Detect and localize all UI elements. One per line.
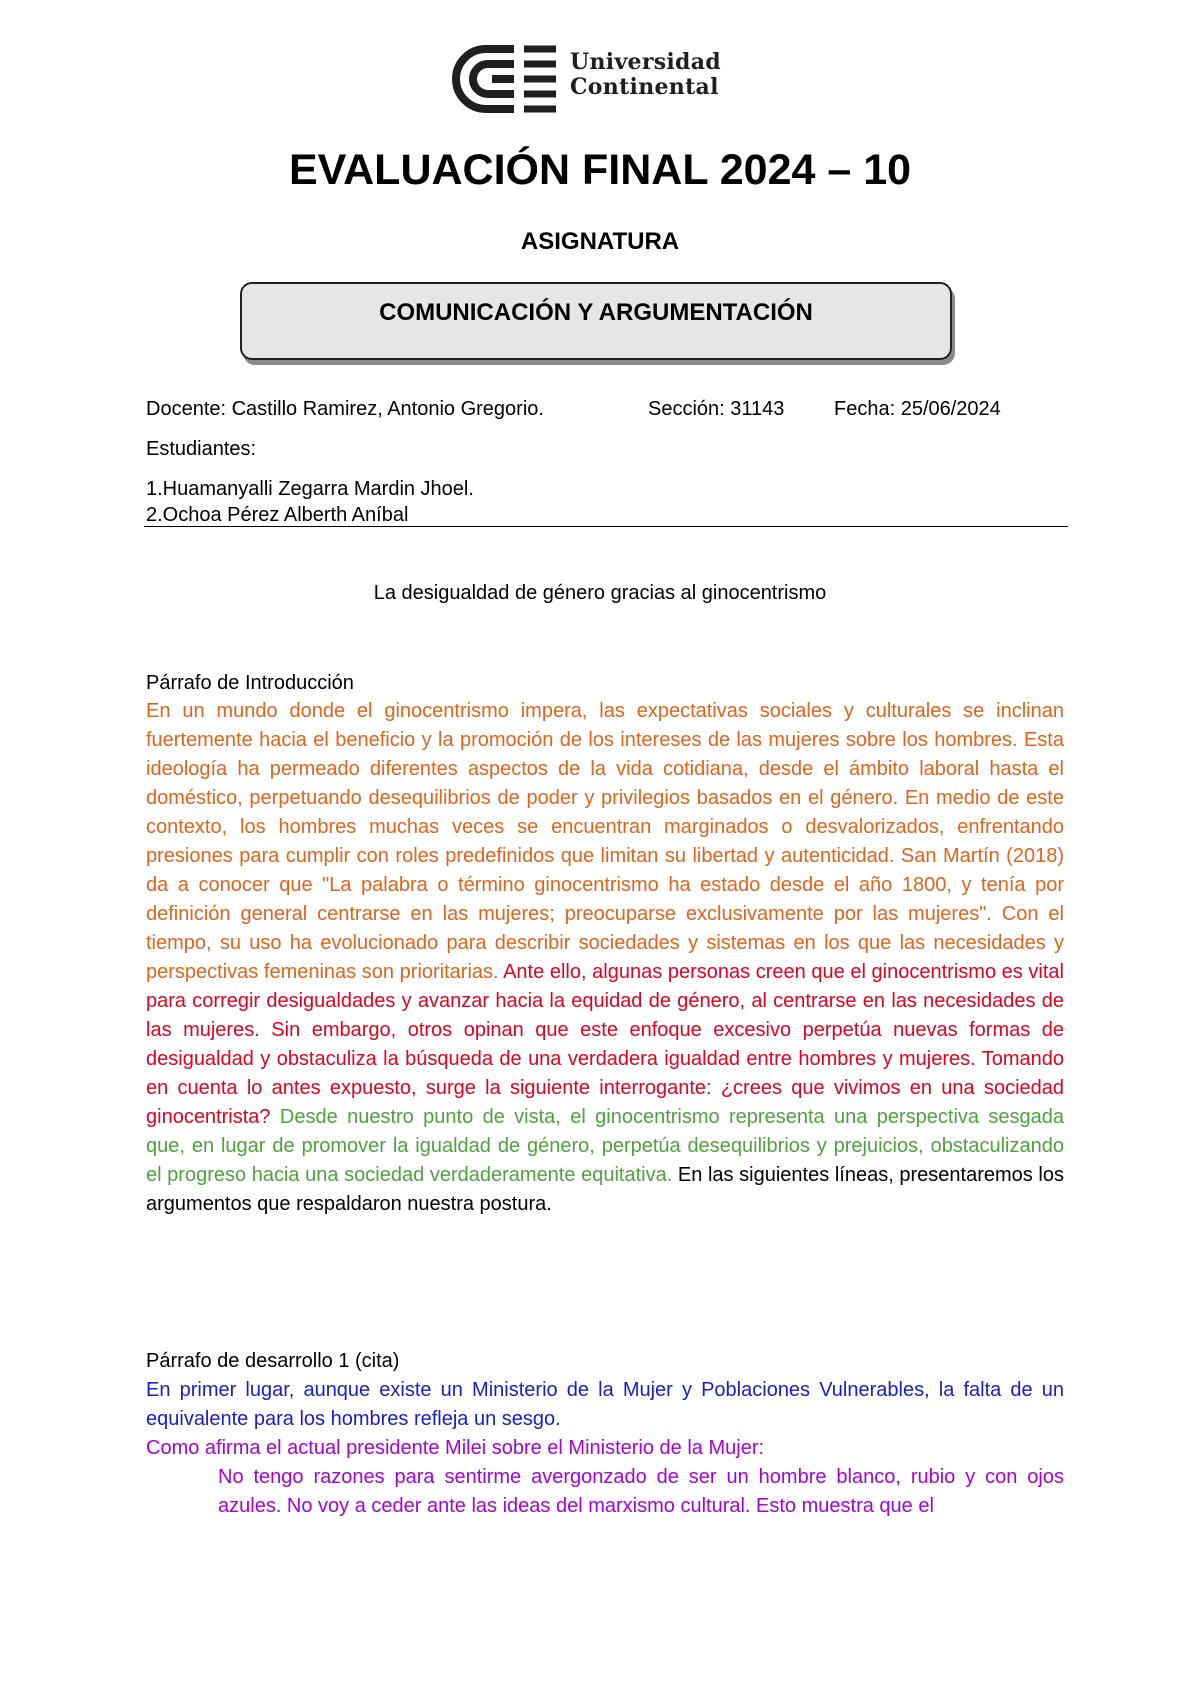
logo-c-mark-icon xyxy=(452,44,562,114)
intro-heading: Párrafo de Introducción xyxy=(146,672,354,694)
university-logo xyxy=(452,44,732,114)
dev1-heading: Párrafo de desarrollo 1 (cita) xyxy=(146,1350,400,1372)
students-label: Estudiantes: xyxy=(146,438,257,460)
intro-controversy: Ante ello, algunas personas creen que el ginocentrismo es vital para corregir desigualdades y avanzar hacia la equidad de género, al centrarse en las necesidades de las mujeres. Sin embargo, otros opinan que este enfoque excesivo perpetúa nuevas formas de desigualdad y obstaculiza la búsqueda de una verdadera igualdad entre hombres y mujeres. Tomando en cuenta lo antes expuesto, surge la siguiente interrogante: ¿crees que vivimos en una sociedad ginocentrista? xyxy=(146,961,1064,1128)
date-info: Fecha: 25/06/2024 xyxy=(834,398,1001,420)
logo-line-2: Continental xyxy=(570,74,719,100)
student-2: 2.Ochoa Pérez Alberth Aníbal xyxy=(146,504,409,526)
intro-thesis: Desde nuestro punto de vista, el ginocentrismo representa una perspectiva sesgada que, en lugar de promover la igualdad de género, perpetúa desequilibrios y prejuicios, obstaculizando el progreso hacia una sociedad verdaderamente equitativa. xyxy=(146,1106,1064,1186)
teacher-info: Docente: Castillo Ramirez, Antonio Gregorio. xyxy=(146,398,544,420)
student-1: 1.Huamanyalli Zegarra Mardin Jhoel. xyxy=(146,478,474,500)
intro-paragraph xyxy=(146,697,1064,1219)
subject-label: ASIGNATURA xyxy=(520,228,680,255)
logo-wordmark xyxy=(570,50,721,100)
section-info: Sección: 31143 xyxy=(648,398,785,420)
intro-closing: En las siguientes líneas, presentaremos los argumentos que respaldaron nuestra postura. xyxy=(146,1164,1064,1215)
exam-title: EVALUACIÓN FINAL 2024 – 10 xyxy=(288,146,912,194)
subject-box xyxy=(240,282,952,360)
essay-title: La desigualdad de género gracias al ginocentrismo xyxy=(373,582,827,604)
dev1-quote: No tengo razones para sentirme avergonzado de ser un hombre blanco, rubio y con ojos azules. No voy a ceder ante las ideas del marxismo cultural. Esto muestra que el xyxy=(218,1466,1064,1517)
subject-name: COMUNICACIÓN Y ARGUMENTACIÓN xyxy=(379,299,813,326)
logo-line-1: Universidad xyxy=(570,49,721,75)
dev1-claim: En primer lugar, aunque existe un Ministerio de la Mujer y Poblaciones Vulnerables, la falta de un equivalente para los hombres refleja un sesgo. xyxy=(146,1379,1064,1430)
intro-context: En un mundo donde el ginocentrismo impera, las expectativas sociales y culturales se inclinan fuertemente hacia el beneficio y la promoción de los intereses de las mujeres sobre los hombres. Esta ideología ha permeado diferentes aspectos de la vida cotidiana, desde el ámbito laboral hasta el doméstico, perpetuando desequilibrios de poder y privilegios basados en el género. En medio de este contexto, los hombres muchas veces se encuentran marginados o desvalorizados, enfrentando presiones para cumplir con roles predefinidos que limitan su libertad y autenticidad. San Martín (2018) da a conocer que "La palabra o término ginocentrismo ha estado desde el año 1800, y tenía por definición general centrarse en las mujeres; preocuparse exclusivamente por las mujeres". Con el tiempo, su uso ha evolucionado para describir sociedades y sistemas en los que las necesidades y perspectivas femeninas son prioritarias. xyxy=(146,700,1064,983)
dev1-quote-intro: Como afirma el actual presidente Milei sobre el Ministerio de la Mujer: xyxy=(146,1437,765,1459)
header-divider xyxy=(144,526,1068,527)
